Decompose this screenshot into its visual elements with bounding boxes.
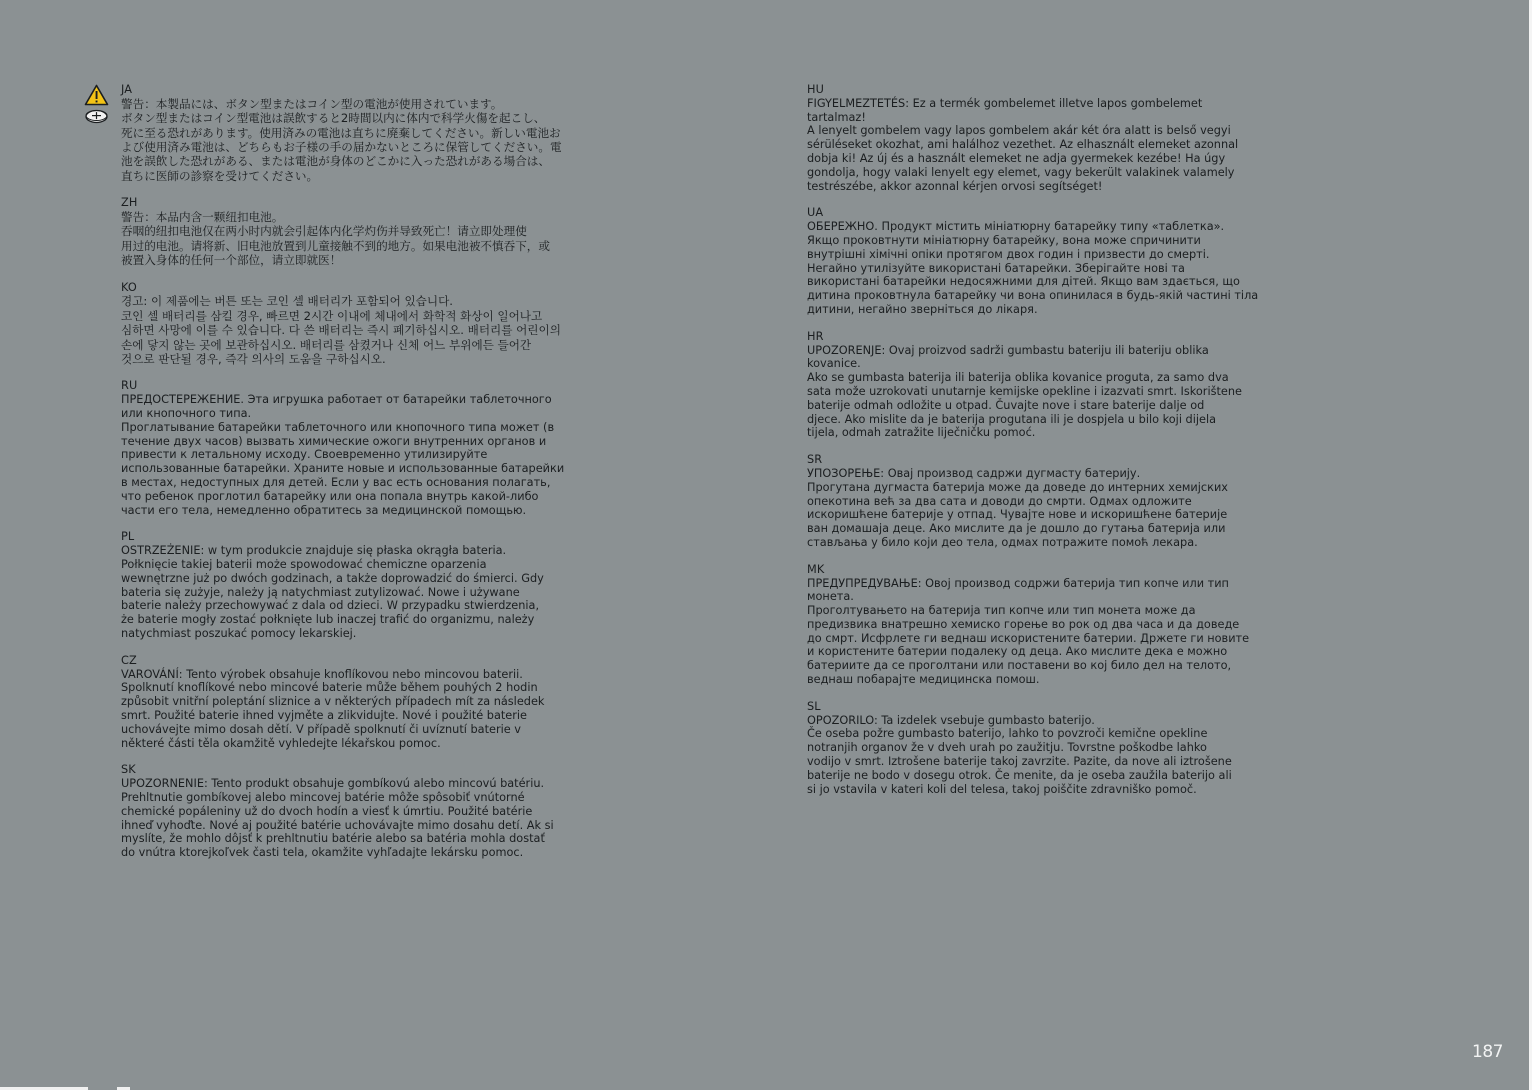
language-code: SK bbox=[121, 763, 136, 777]
right-column bbox=[807, 83, 1267, 809]
warning-text-line: Прогутана дугмаста батерија може да доведе до интерних хемијских bbox=[807, 480, 1228, 494]
warning-text-line: Połknięcie takiej baterii może spowodować chemiczne oparzenia bbox=[121, 558, 487, 572]
language-code: MK bbox=[807, 562, 825, 576]
warning-section-sk bbox=[121, 763, 583, 860]
warning-text-line: Ako se gumbasta baterija ili baterija oblika kovanice proguta, za samo dva bbox=[807, 371, 1229, 385]
warning-text-line: Якщо проковтнути мініатюрну батарейку, вона може спричинити bbox=[807, 233, 1201, 247]
warning-text-line: дитина проковтнула батарейку чи вона опинилася в будь-якій частині тіла bbox=[807, 289, 1259, 303]
warning-text-line: опекотина већ за два сата и доводи до смрти. Одмах одложите bbox=[807, 494, 1192, 508]
warning-text-line: djece. Ako mislite da je baterija progutana ili je dospjela u bilo koji dijela bbox=[807, 412, 1217, 426]
warning-text-line: ОБЕРЕЖНО. Продукт містить мініатюрну батарейку типу «таблетка». bbox=[807, 220, 1225, 234]
warning-text-line: że baterie mogły zostać połknięte lub inaczej trafić do organizmu, należy bbox=[121, 613, 535, 627]
language-code: SL bbox=[807, 699, 821, 713]
language-code: SR bbox=[807, 453, 823, 467]
warning-text-line: 吞咽的纽扣电池仅在两小时内就会引起体内化学灼伤并导致死亡！请立即处理使 bbox=[121, 224, 527, 239]
warning-section-ru bbox=[121, 379, 583, 517]
warning-text-line: Spolknutí knoflíkové nebo mincové baterie může během pouhých 2 hodin bbox=[121, 681, 538, 695]
warning-text-line: sata može uzrokovati unutarnje kemijske opekline i izazvati smrt. Iskorištene bbox=[807, 384, 1242, 398]
warning-text-line: gondolja, hogy valaki lenyelt egy elemet, vagy bekerült valakinek valamely bbox=[807, 165, 1235, 179]
warning-text-line: do vnútra ktorejkoľvek časti tela, okamžite vyhľadajte lekársku pomoc. bbox=[121, 846, 524, 860]
warning-text-line: si jo vstavila v kateri koli del telesa, takoj poiščite zdravniško pomoč. bbox=[807, 782, 1197, 796]
warning-text-line: предизвика внатрешно хемиско горење во рок од два часа и да доведе bbox=[807, 617, 1240, 631]
warning-text-line: 死に至る恐れがあります。使用済みの電池は直ちに廃棄してください。新しい電池お bbox=[121, 125, 561, 140]
warning-text-line: монета. bbox=[807, 590, 854, 604]
warning-text-line: Проголтувањето на батерија тип копче или тип монета може да bbox=[807, 604, 1196, 618]
language-code: RU bbox=[121, 379, 138, 393]
language-code: CZ bbox=[121, 653, 137, 667]
warning-text-line: tijela, odmah zatražite liječničku pomoć. bbox=[807, 426, 1036, 440]
warning-text-line: привести к летальному исходу. Своевременно утилизируйте bbox=[121, 448, 488, 462]
warning-text-line: baterie należy przechowywać z dala od dzieci. W przypadku stwierdzenia, bbox=[121, 599, 540, 613]
warning-text-line: Негайно утилізуйте використані батарейки. Зберігайте нові та bbox=[807, 261, 1185, 275]
warning-text-line: sérüléseket okozhat, ami halálhoz vezethet. Az elhasznált elemeket azonnal bbox=[807, 138, 1239, 152]
warning-text-line: 池を誤飲した恐れがある、または電池が身体のどこかに入った恐れがある場合は、 bbox=[121, 154, 550, 169]
warning-text-line: baterije ne bodo v dosegu otrok. Če menite, da je oseba zaužila baterijo ali bbox=[807, 768, 1232, 782]
warning-text-line: стављања у било који део тела, одмах потражите помоћ лекара. bbox=[807, 535, 1198, 549]
language-code: PL bbox=[121, 530, 135, 544]
warning-text-line: UPOZORENJE: Ovaj proizvod sadrži gumbastu bateriju ili bateriju oblika bbox=[807, 343, 1209, 357]
warning-text-line: 경고: 이 제품에는 버튼 또는 코인 셀 배터리가 포함되어 있습니다. bbox=[121, 294, 453, 309]
warning-text-line: 被置入身体的任何一个部位，请立即就医！ bbox=[121, 253, 342, 268]
warning-text-line: Če oseba požre gumbasto baterijo, lahko to povzroči kemične opekline bbox=[807, 727, 1208, 741]
warning-text-line: 코인 셀 배터리를 삼킬 경우, 빠르면 2시간 이내에 체내에서 화학적 화상이 일어나고 bbox=[121, 308, 543, 323]
warning-text-line: ihneď vyhoďte. Nové aj použité batérie uchovávajte mimo dosahu detí. Ak si bbox=[121, 818, 554, 832]
warning-section-hu bbox=[807, 83, 1267, 193]
warning-text-line: 警告：本品内含一颗纽扣电池。 bbox=[121, 210, 284, 225]
warning-text-line: testrészébe, akkor azonnal kérjen orvosi segítséget! bbox=[807, 179, 1103, 193]
warning-text-line: или кнопочного типа. bbox=[121, 407, 252, 421]
warning-text-line: OSTRZEŻENIE: w tym produkcie znajduje się płaska okrągła bateria. bbox=[121, 544, 507, 558]
warning-section-hr bbox=[807, 330, 1267, 440]
warning-text-line: UPOZORNENIE: Tento produkt obsahuje gombíkovú alebo mincovú batériu. bbox=[121, 777, 545, 791]
warning-text-line: způsobit vnitřní poleptání sliznice a v některých případech mít za následek bbox=[121, 695, 545, 709]
left-column bbox=[121, 83, 583, 873]
warning-text-line: УПОЗОРЕЊЕ: Овај производ садржи дугмасту батерију. bbox=[807, 466, 1141, 480]
page-number: 187 bbox=[1472, 1042, 1503, 1062]
warning-section-sr bbox=[807, 453, 1267, 550]
warning-text-line: в местах, недоступных для детей. Если у вас есть основания полагать, bbox=[121, 476, 551, 490]
warning-text-line: smrt. Použité baterie ihned vyjměte a zlikvidujte. Nové i použité baterie bbox=[121, 709, 527, 723]
warning-text-line: ван домашаја деце. Ако мислите да је дошло до гутања батерија или bbox=[807, 522, 1226, 536]
warning-text-line: 것으로 판단될 경우, 즉각 의사의 도움을 구하십시오. bbox=[121, 352, 386, 367]
warning-section-cz bbox=[121, 654, 583, 751]
language-code: UA bbox=[807, 206, 824, 220]
warning-section-ua bbox=[807, 206, 1267, 316]
warning-section-ko bbox=[121, 281, 583, 367]
warning-text-line: и користените батерии подалеку од деца. Ако мислите дека е можно bbox=[807, 645, 1228, 659]
warning-text-line: VAROVÁNÍ: Tento výrobek obsahuje knoflíkovou nebo mincovou baterii. bbox=[121, 667, 523, 681]
warning-text-line: батериите да се проголтани или поставени во кој било дел на телото, bbox=[807, 659, 1232, 673]
warning-section-sl bbox=[807, 700, 1267, 797]
warning-text-line: до смрт. Исфрлете ги веднаш искористените батерии. Држете ги новите bbox=[807, 631, 1250, 645]
language-code: HU bbox=[807, 83, 824, 96]
warning-text-line: внутрішні хімічні опіки протягом двох годин і призвести до смерті. bbox=[807, 247, 1210, 261]
warning-text-line: что ребенок проглотил батарейку или она попала внутрь какой-либо bbox=[121, 489, 539, 503]
warning-text-line: 用过的电池。请将新、旧电池放置到儿童接触不到的地方。如果电池被不慎吞下，或 bbox=[121, 238, 550, 253]
warning-text-line: использованные батарейки. Храните новые и использованные батарейки bbox=[121, 462, 565, 476]
warning-text-line: ПРЕДУПРЕДУВАЊЕ: Овој производ содржи батерија тип копче или тип bbox=[807, 576, 1229, 590]
warning-text-line: течение двух часов) вызвать химические ожоги внутренних органов и bbox=[121, 434, 547, 448]
warning-text-line: 심하면 사망에 이를 수 있습니다. 다 쓴 배터리는 즉시 폐기하십시오. 배터리를 어린이의 bbox=[121, 323, 561, 338]
warning-text-line: A lenyelt gombelem vagy lapos gombelem akár két óra alatt is belső vegyi bbox=[807, 124, 1231, 138]
warning-text-line: chemické popáleniny už do dvoch hodín a viesť k úmrtiu. Použité batérie bbox=[121, 804, 533, 818]
warning-text-line: notranjih organov že v dveh urah po zaužitju. Tovrstne poškodbe lahko bbox=[807, 741, 1207, 755]
warning-text-line: ボタン型またはコイン型電池は誤飲すると2時間以内に体内で科学火傷を起こし、 bbox=[121, 111, 546, 126]
warning-text-line: використані батарейки недосяжними для дітей. Якщо вам здається, що bbox=[807, 275, 1240, 289]
warning-text-line: kovanice. bbox=[807, 357, 861, 371]
warning-text-line: uchovávejte mimo dosah dětí. V případě spolknutí či uvíznutí baterie v bbox=[121, 722, 521, 736]
warning-text-line: веднаш побарајте медицинска помош. bbox=[807, 673, 1040, 687]
language-code: HR bbox=[807, 329, 824, 343]
warning-icons bbox=[84, 84, 110, 124]
language-code: KO bbox=[121, 280, 137, 294]
warning-text-line: tartalmaz! bbox=[807, 110, 866, 124]
warning-triangle-icon bbox=[84, 84, 109, 106]
warning-text-line: 警告：本製品には、ボタン型またはコイン型の電池が使用されています。 bbox=[121, 96, 503, 111]
warning-section-zh bbox=[121, 196, 583, 267]
warning-text-line: bateria się zużyje, należy ją natychmiast zutylizować. Nowe i używane bbox=[121, 585, 520, 599]
warning-text-line: myslíte, že mohlo dôjsť k prehltnutiu batérie alebo sa batéria mohla dostať bbox=[121, 832, 545, 846]
warning-text-line: ПРЕДОСТЕРЕЖЕНИЕ. Эта игрушка работает от батарейки таблеточного bbox=[121, 393, 552, 407]
warning-text-line: vodijo v smrt. Iztrošene baterije takoj zavrzite. Pazite, da nove ali iztrošene bbox=[807, 755, 1232, 769]
language-code: ZH bbox=[121, 196, 138, 210]
warning-text-line: части его тела, немедленно обратитесь за медицинской помощью. bbox=[121, 503, 527, 517]
warning-text-line: Проглатывание батарейки таблеточного или кнопочного типа может (в bbox=[121, 420, 555, 434]
warning-text-line: дитини, негайно зверніться до лікаря. bbox=[807, 302, 1038, 316]
coin-battery-icon bbox=[85, 109, 108, 124]
warning-text-line: 손에 닿지 않는 곳에 보관하십시오. 배터리를 삼켰거나 신체 어느 부위에든 들어간 bbox=[121, 337, 532, 352]
warning-text-line: よび使用済み電池は、どちらもお子様の手の届かないところに保管してください。電 bbox=[121, 140, 562, 155]
warning-text-line: baterije odmah odložite u otpad. Čuvajte nove i stare baterije dalje od bbox=[807, 398, 1205, 412]
warning-text-line: wewnętrzne już po dwóch godzinach, a także doprowadzić do śmierci. Gdy bbox=[121, 571, 544, 585]
warning-text-line: natychmiast poszukać pomocy lekarskiej. bbox=[121, 627, 357, 641]
warning-text-line: OPOZORILO: Ta izdelek vsebuje gumbasto baterijo. bbox=[807, 713, 1095, 727]
language-code: JA bbox=[121, 83, 133, 96]
warning-section-ja bbox=[121, 83, 583, 183]
warning-section-mk bbox=[807, 563, 1267, 687]
warning-text-line: dobja ki! Az új és a használt elemeket ne adja gyermekek kezébe! Ha úgy bbox=[807, 151, 1226, 165]
warning-text-line: 直ちに医師の診察を受けてください。 bbox=[121, 168, 319, 183]
warning-text-line: některé části těla okamžitě vyhledejte lékařskou pomoc. bbox=[121, 736, 441, 750]
warning-section-pl bbox=[121, 530, 583, 640]
warning-text-line: Prehltnutie gombíkovej alebo mincovej batérie môže spôsobiť vnútorné bbox=[121, 791, 525, 804]
warning-text-line: искоришћене батерије у отпад. Чувајте нове и искоришћене батерије bbox=[807, 508, 1228, 522]
warning-text-line: FIGYELMEZTETÉS: Ez a termék gombelemet illetve lapos gombelemet bbox=[807, 96, 1203, 110]
